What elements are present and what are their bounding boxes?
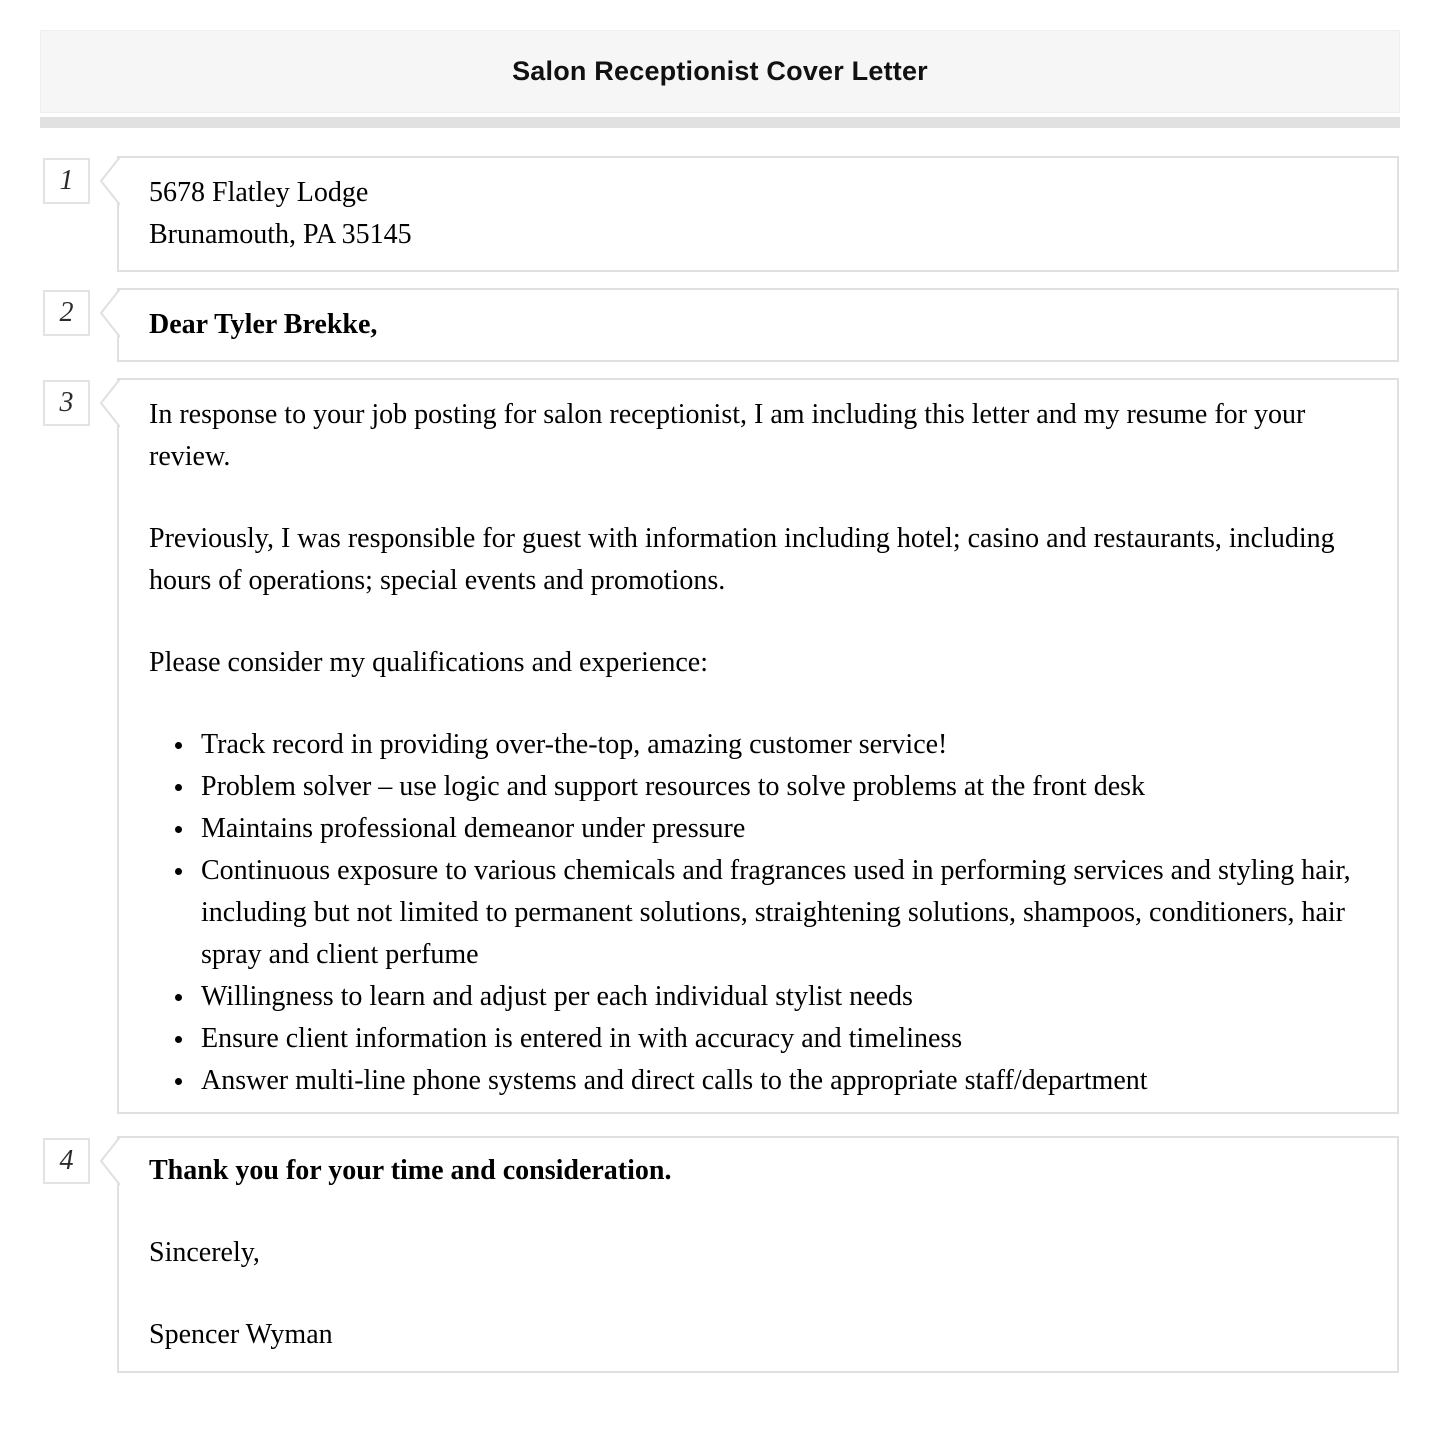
section-3-marker[interactable] [43, 380, 90, 426]
letter-sections [43, 156, 1399, 1413]
section-4-number: 4 [59, 1145, 74, 1176]
qualifications-list [149, 724, 1367, 1102]
signature-name: Spencer Wyman [149, 1319, 333, 1350]
greeting-card [117, 288, 1399, 362]
card-notch-icon [98, 1136, 120, 1186]
body-card [117, 378, 1399, 1114]
section-3-number: 3 [59, 387, 74, 418]
list-item: Maintains professional demeanor under pressure [149, 808, 1367, 850]
address-card [117, 156, 1399, 272]
signoff-text: Sincerely, [149, 1237, 260, 1268]
closing-card [117, 1136, 1399, 1373]
section-1-marker[interactable] [43, 158, 90, 204]
section-body [43, 378, 1399, 1114]
header-shadow-strip [40, 117, 1400, 128]
card-notch-icon [98, 288, 120, 338]
body-paragraph-2: Previously, I was responsible for guest with information including hotel; casino and restaurants, including hours of operations; special events and promotions. [149, 523, 1335, 596]
section-address [43, 156, 1399, 272]
list-item: Track record in providing over-the-top, amazing customer service! [149, 724, 1367, 766]
page [0, 30, 1440, 1413]
closing-text: Thank you for your time and consideration. [149, 1155, 672, 1186]
document-header [40, 30, 1400, 113]
section-2-marker[interactable] [43, 290, 90, 336]
card-notch-icon [98, 156, 120, 206]
list-item: Continuous exposure to various chemicals and fragrances used in performing services and styling hair, including but not limited to permanent solutions, straightening solutions, shampoos, conditioners, hair spray and client perfume [149, 850, 1367, 976]
list-item: Answer multi-line phone systems and direct calls to the appropriate staff/department [149, 1060, 1367, 1102]
list-item: Ensure client information is entered in with accuracy and timeliness [149, 1018, 1367, 1060]
body-paragraph-1: In response to your job posting for salon receptionist, I am including this letter and my resume for your review. [149, 399, 1306, 472]
section-4-marker[interactable] [43, 1138, 90, 1184]
section-greeting [43, 288, 1399, 362]
address-line-2: Brunamouth, PA 35145 [149, 219, 412, 250]
section-closing [43, 1136, 1399, 1373]
page-title: Salon Receptionist Cover Letter [512, 56, 928, 86]
section-2-number: 2 [59, 297, 74, 328]
list-item: Willingness to learn and adjust per each individual stylist needs [149, 976, 1367, 1018]
greeting-text: Dear Tyler Brekke, [149, 309, 378, 340]
address-line-1: 5678 Flatley Lodge [149, 177, 369, 208]
list-item: Problem solver – use logic and support resources to solve problems at the front desk [149, 766, 1367, 808]
card-notch-icon [98, 378, 120, 428]
section-1-number: 1 [59, 165, 74, 196]
body-paragraph-3: Please consider my qualifications and experience: [149, 647, 709, 678]
